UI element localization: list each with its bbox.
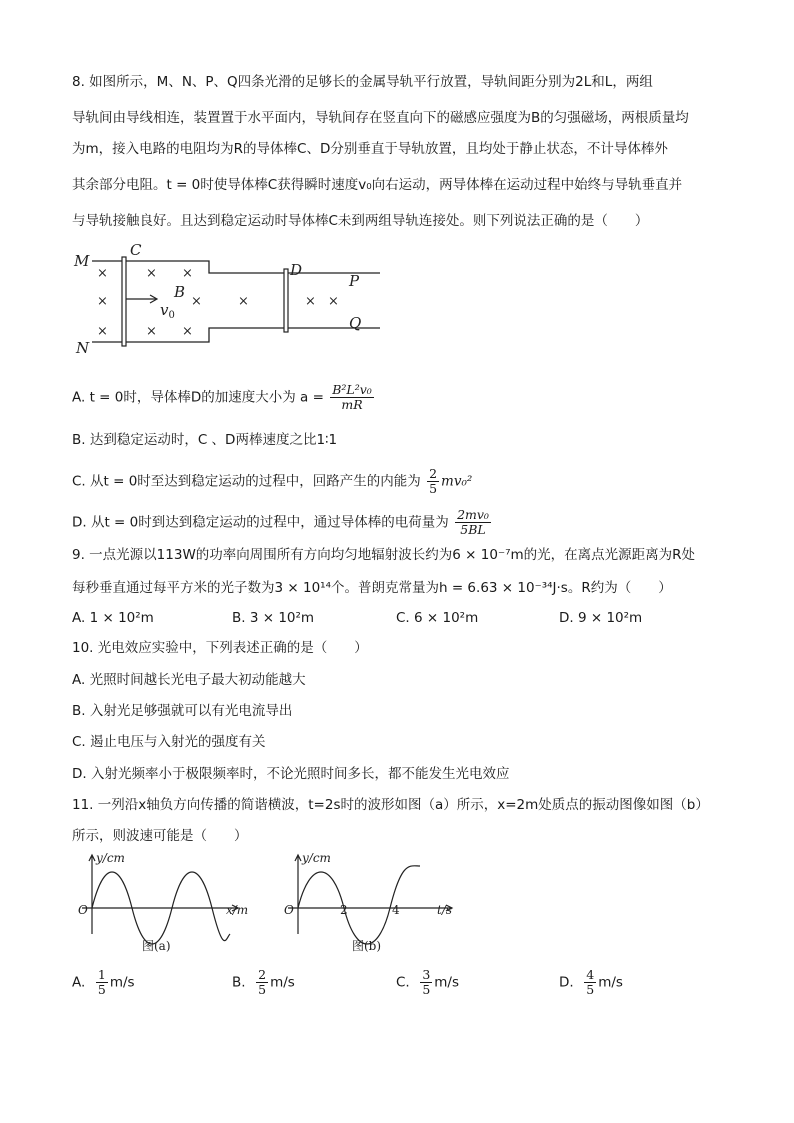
svg-text:×: × [182,266,193,281]
q10-option-c: C. 遏止电压与入射光的强度有关 [72,734,266,750]
svg-text:×: × [97,294,108,309]
q11-graph-b-caption: 图(b) [352,939,382,953]
svg-text:×: × [305,294,316,309]
q8-line-4: 其余部分电阻。t = 0时使导体棒C获得瞬时速度v₀向右运动，两导体棒在运动过程中始终与导轨垂直并 [72,177,683,193]
q11-graph-a-ylabel: y/cm [96,851,125,865]
svg-text:×: × [97,324,108,339]
velocity-arrow [126,295,157,303]
svg-text:×: × [182,324,193,339]
q8-option-d-fraction: $\frac{\text{2mv₀}}{5BL}$ [457,507,489,537]
q10-option-a: A. 光照时间越长光电子最大初动能越大 [72,672,306,688]
q8-line-2: 导轨间由导线相连，装置置于水平面内，导轨间存在竖直向下的磁感应强度为B的匀强磁场，两根质量均 [72,110,689,126]
svg-text:×: × [97,266,108,281]
q11-graph-a-origin: O [78,903,88,917]
q11-option-a: A. $\frac{1}{5}$ m/s [72,967,135,997]
svg-text:×: × [146,266,157,281]
label-b: B [174,283,186,301]
q11-graph-a [70,848,270,958]
q11-line-2: 所示，则波速可能是（ ） [72,828,248,844]
q8-option-c-fraction: $\frac{2}{5}$ [429,466,438,496]
q9-option-b: B. 3 × 10²m [232,610,315,626]
q8-option-b: B. 达到稳定运动时，C 、D两棒速度之比1∶1 [72,432,338,448]
q8-option-d-text: D. 从t = 0时到达到稳定运动的过程中，通过导体棒的电荷量为 [72,514,449,531]
q11-option-b: B. $\frac{2}{5}$ m/s [232,967,295,997]
svg-text:×: × [238,294,249,309]
rod-d [284,269,288,332]
q8-line-1: 8. 如图所示，M、N、P、Q四条光滑的足够长的金属导轨平行放置，导轨间距分别为2L和L，两组 [72,74,653,90]
q11-graph-a-xlabel: x/m [226,903,249,917]
q11-graph-b-tick-2: 2 [340,903,348,917]
q9-line-1: 9. 一点光源以113W的功率向周围所有方向均匀地辐射波长约为6 × 10⁻⁷m的光，在离点光源距离为R处 [72,547,696,563]
q8-option-d [72,508,493,537]
label-n: N [76,339,90,357]
q10-stem: 10. 光电效应实验中，下列表述正确的是（ ） [72,640,368,656]
q10-option-d: D. 入射光频率小于极限频率时，不论光照时间多长，都不能发生光电效应 [72,766,510,782]
q11-graph-b-origin: O [284,903,294,917]
svg-text:×: × [328,294,339,309]
svg-text:×: × [146,324,157,339]
q8-rail-figure [70,243,380,358]
q8-option-a-text: A. t = 0时，导体棒D的加速度大小为 a = [72,389,324,406]
q11-graph-b-ylabel: y/cm [302,851,331,865]
q11-line-1: 11. 一列沿x轴负方向传播的简谐横波，t=2s时的波形如图（a）所示，x=2m处质点的振动图像如图（b） [72,797,709,813]
q11-option-c: C. $\frac{3}{5}$ m/s [396,967,459,997]
rod-c [122,257,126,346]
q8-option-c-text: C. 从t = 0时至达到稳定运动的过程中，回路产生的内能为 [72,473,421,490]
q11-graph-b-tick-4: 4 [392,903,400,917]
label-m: M [74,252,90,270]
label-p: P [349,272,360,290]
q11-option-d: D. $\frac{4}{5}$ m/s [559,967,623,997]
q9-line-2: 每秒垂直通过每平方米的光子数为3 × 10¹⁴个。普朗克常量为h = 6.63 × 10⁻³⁴J·s。R约为（ ） [72,580,672,596]
label-d: D [290,261,303,279]
q11-wave-b [298,866,420,944]
q9-option-d: D. 9 × 10²m [559,610,643,626]
q8-line-3: 为m，接入电路的电阻均为R的导体棒C、D分别垂直于导轨放置，且均处于静止状态，不计导体棒外 [72,141,668,157]
label-q: Q [349,314,362,332]
q8-option-c: C. 从t = 0时至达到稳定运动的过程中，回路产生的内能为 $\frac{2}{5}$ mv₀² [72,466,473,496]
q11-graph-b-xlabel: t/s [437,903,453,917]
q10-option-b: B. 入射光足够强就可以有光电流导出 [72,703,293,719]
svg-text:×: × [191,294,202,309]
q8-line-5: 与导轨接触良好。且达到稳定运动时导体棒C未到两组导轨连接处。则下列说法正确的是（ ） [72,213,649,229]
q11-graph-a-caption: 图(a) [142,939,171,953]
label-c: C [130,243,142,259]
q9-option-c: C. 6 × 10²m [396,610,479,626]
q11-graph-b [280,848,470,958]
q9-option-a: A. 1 × 10²m [72,610,154,626]
q8-option-a [72,383,376,412]
label-v0: $v_0$ [160,301,175,321]
q8-option-a-fraction: $\frac{\text{B²L²v₀}}{mR}$ [332,382,372,412]
